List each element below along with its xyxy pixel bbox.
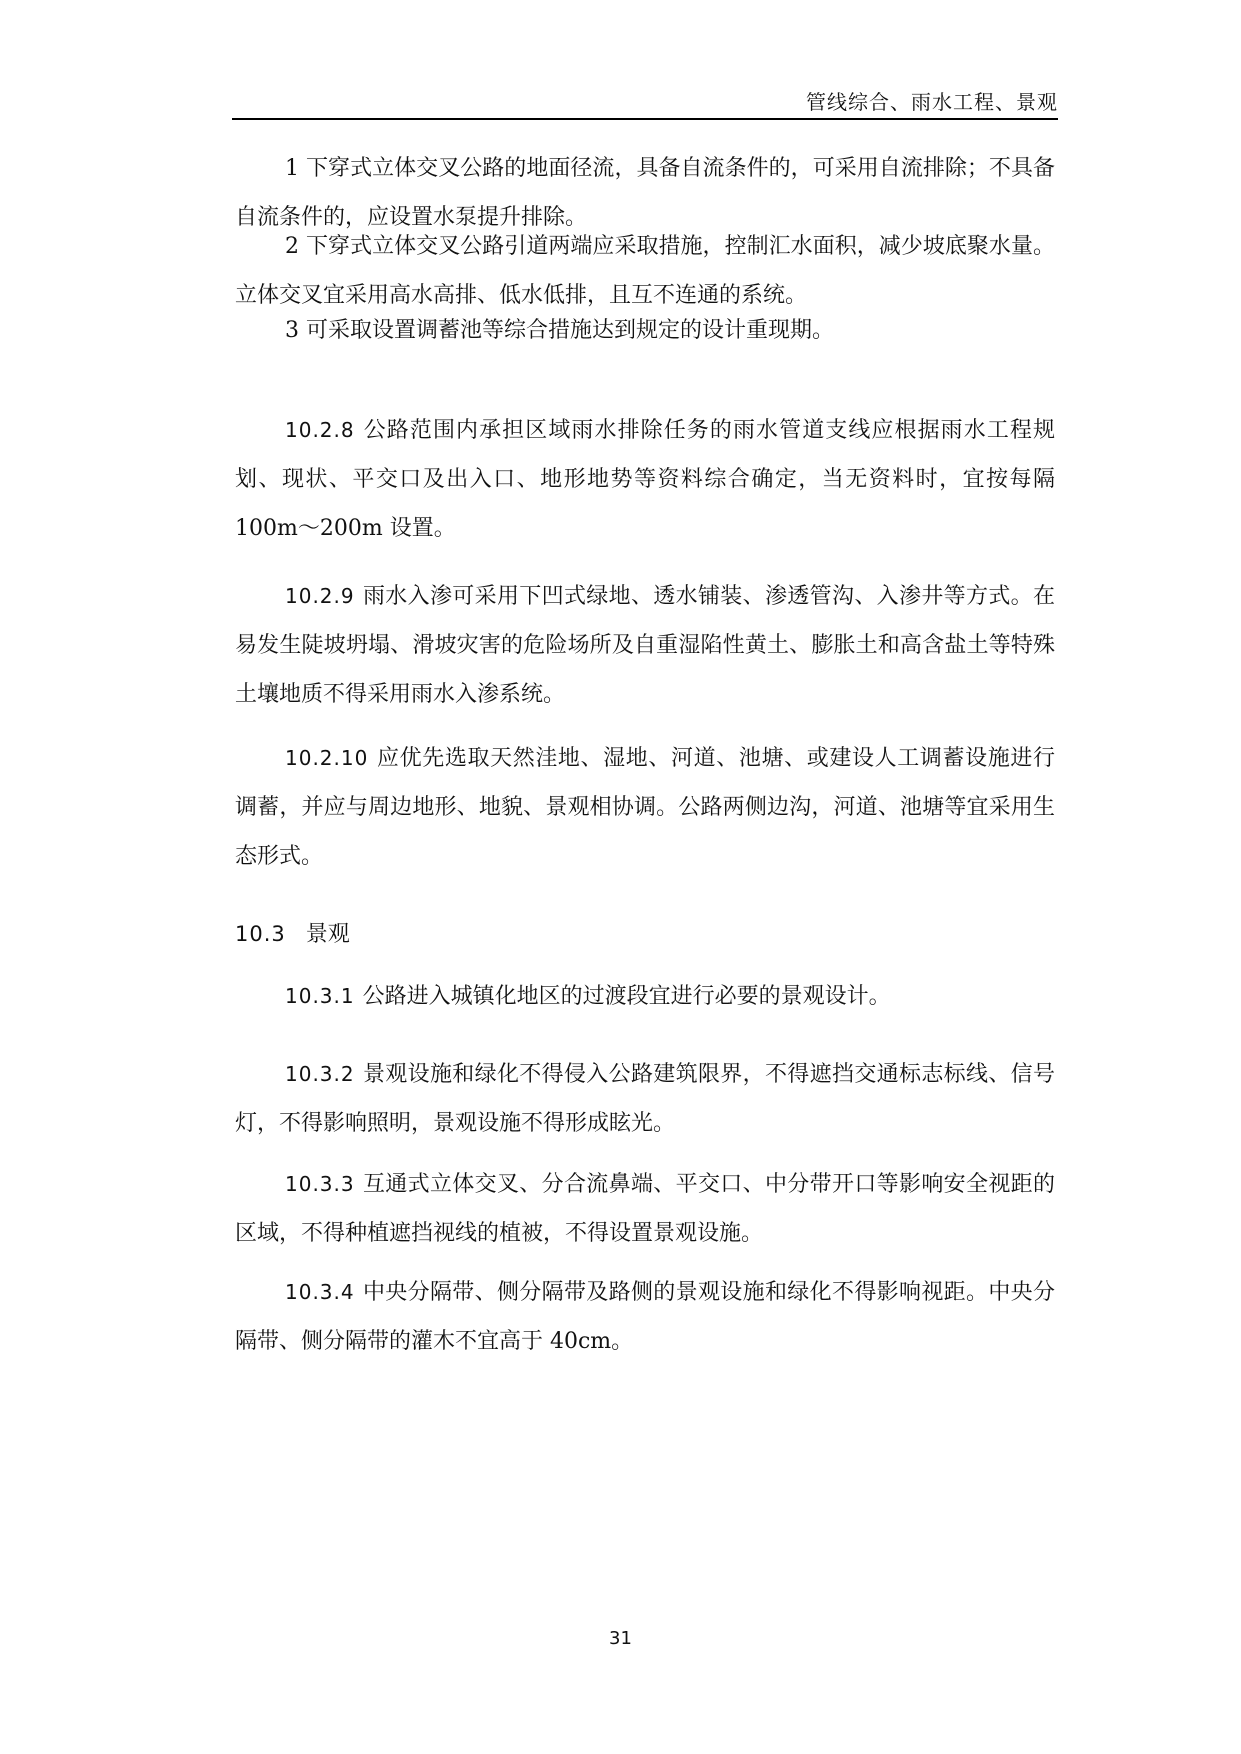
section-title: 景观 <box>305 922 350 947</box>
clause-10-3-1 <box>235 972 1055 1021</box>
clause-number: 10.2.9 <box>285 584 355 608</box>
clause-number: 10.2.8 <box>285 418 355 442</box>
list-item <box>235 306 1055 355</box>
item-text: 可采取设置调蓄池等综合措施达到规定的设计重现期。 <box>306 318 835 343</box>
clause-10-3-2 <box>235 1050 1055 1148</box>
running-header <box>232 82 1058 120</box>
clause-10-3-3 <box>235 1160 1055 1258</box>
item-text: 下穿式立体交叉公路引道两端应采取措施，控制汇水面积，减少坡底聚水量。立体交叉宜采用高水高排、低水低排，且互不连通的系统。 <box>235 234 1055 308</box>
clause-text: 景观设施和绿化不得侵入公路建筑限界，不得遮挡交通标志标线、信号灯，不得影响照明，景观设施不得形成眩光。 <box>235 1062 1055 1136</box>
clause-number: 10.2.10 <box>285 746 369 770</box>
clause-number: 10.3.4 <box>285 1280 355 1304</box>
clause-text: 互通式立体交叉、分合流鼻端、平交口、中分带开口等影响安全视距的区域，不得种植遮挡视线的植被，不得设置景观设施。 <box>235 1172 1055 1246</box>
item-text: 下穿式立体交叉公路的地面径流，具备自流条件的，可采用自流排除；不具备自流条件的，应设置水泵提升排除。 <box>235 156 1055 230</box>
item-number: 2 <box>285 234 299 259</box>
clause-text: 应优先选取天然洼地、湿地、河道、池塘、或建设人工调蓄设施进行调蓄，并应与周边地形、地貌、景观相协调。公路两侧边沟，河道、池塘等宜采用生态形式。 <box>235 746 1055 869</box>
clause-number: 10.3.3 <box>285 1172 355 1196</box>
clause-number: 10.3.1 <box>285 984 355 1008</box>
clause-text: 中央分隔带、侧分隔带及路侧的景观设施和绿化不得影响视距。中央分隔带、侧分隔带的灌木不宜高于 40cm。 <box>235 1280 1055 1354</box>
section-number: 10.3 <box>235 922 286 946</box>
clause-10-3-4 <box>235 1268 1055 1366</box>
clause-text: 公路进入城镇化地区的过渡段宜进行必要的景观设计。 <box>362 984 891 1009</box>
clause-number: 10.3.2 <box>285 1062 355 1086</box>
page-number: 31 <box>609 1628 632 1649</box>
clause-text: 雨水入渗可采用下凹式绿地、透水铺装、渗透管沟、入渗井等方式。在易发生陡坡坍塌、滑坡灾害的危险场所及自重湿陷性黄土、膨胀土和高含盐土等特殊土壤地质不得采用雨水入渗系统。 <box>235 584 1055 707</box>
clause-10-2-8 <box>235 406 1055 553</box>
section-heading-10-3 <box>235 914 350 955</box>
clause-10-2-9 <box>235 572 1055 719</box>
item-number: 3 <box>285 318 299 343</box>
clause-10-2-10 <box>235 734 1055 881</box>
running-header-title: 管线综合、雨水工程、景观 <box>806 90 1058 114</box>
clause-text: 公路范围内承担区域雨水排除任务的雨水管道支线应根据雨水工程规划、现状、平交口及出入口、地形地势等资料综合确定，当无资料时，宜按每隔 100m～200m 设置。 <box>235 418 1055 541</box>
item-number: 1 <box>285 156 299 181</box>
